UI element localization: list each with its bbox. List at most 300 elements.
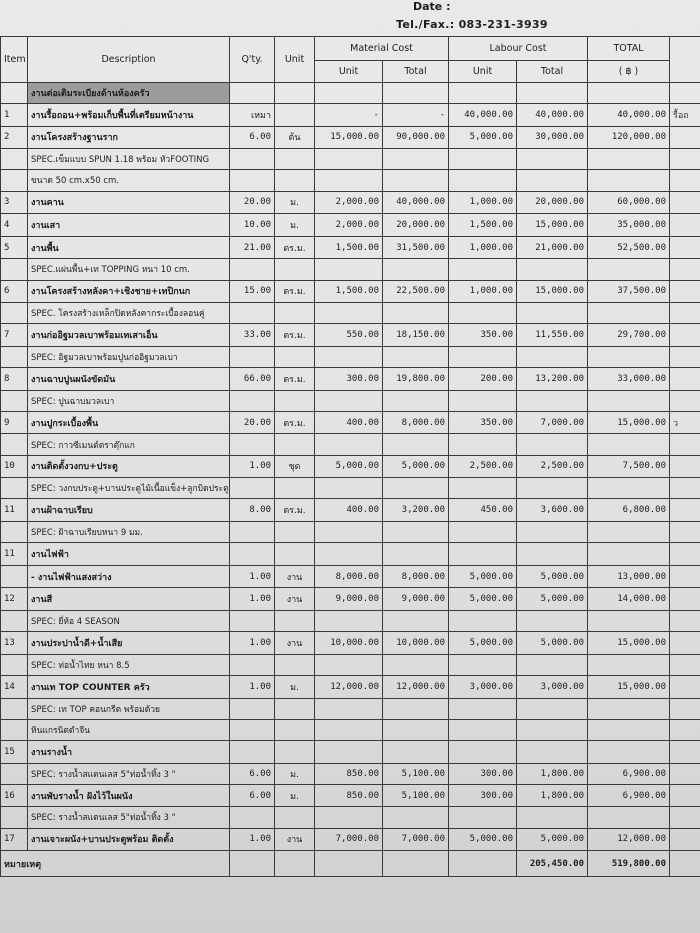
row-material-total: 3,200.00 bbox=[383, 499, 449, 522]
row-item-number: 10 bbox=[1, 455, 28, 478]
row-unit bbox=[275, 698, 315, 719]
row-total: 120,000.00 bbox=[588, 126, 670, 149]
row-unit bbox=[275, 303, 315, 324]
row-unit: ม. bbox=[275, 191, 315, 214]
row-labour-total: 5,000.00 bbox=[517, 565, 588, 588]
row-material-total bbox=[383, 434, 449, 455]
item-row bbox=[1, 236, 700, 259]
row-side-note bbox=[670, 719, 700, 740]
row-labour-total bbox=[517, 149, 588, 170]
row-material-unit: 400.00 bbox=[315, 411, 383, 434]
row-total: 7,500.00 bbox=[588, 455, 670, 478]
row-unit: ตร.ม. bbox=[275, 236, 315, 259]
row-material-total bbox=[383, 259, 449, 280]
row-qty bbox=[230, 807, 275, 828]
item-row bbox=[1, 324, 700, 347]
row-labour-total bbox=[517, 611, 588, 632]
row-qty: เหมา bbox=[230, 104, 275, 127]
row-description: งานเจาะผนัง+บานประตูพร้อม ติดตั้ง bbox=[28, 828, 230, 851]
row-material-unit bbox=[315, 434, 383, 455]
row-labour-total bbox=[517, 390, 588, 411]
row-material-unit bbox=[315, 719, 383, 740]
item-row bbox=[1, 368, 700, 391]
row-qty: 1.00 bbox=[230, 828, 275, 851]
row-description: งานเท TOP COUNTER ครัว bbox=[28, 675, 230, 698]
row-material-unit bbox=[315, 611, 383, 632]
item-row bbox=[1, 455, 700, 478]
row-item-number: 4 bbox=[1, 214, 28, 237]
row-labour-total: 1,800.00 bbox=[517, 763, 588, 784]
row-material-unit bbox=[315, 390, 383, 411]
row-item-number bbox=[1, 83, 28, 104]
row-unit bbox=[275, 719, 315, 740]
row-item-number: 12 bbox=[1, 588, 28, 611]
col-labour-total: Total bbox=[517, 61, 588, 83]
row-description: SPEC. โครงสร้างเหล็กปิดหลังคากระเบื้องลอนคู่ bbox=[28, 303, 230, 324]
row-qty: 66.00 bbox=[230, 368, 275, 391]
row-side-note bbox=[670, 455, 700, 478]
row-unit: งาน bbox=[275, 565, 315, 588]
row-qty bbox=[230, 543, 275, 566]
row-item-number bbox=[1, 390, 28, 411]
row-material-unit bbox=[315, 346, 383, 367]
row-total bbox=[588, 543, 670, 566]
col-material-total: Total bbox=[383, 61, 449, 83]
row-description: SPEC: กาวซีเมนต์ตราตุ๊กแก bbox=[28, 434, 230, 455]
row-unit bbox=[275, 259, 315, 280]
row-item-number bbox=[1, 149, 28, 170]
row-item-number bbox=[1, 654, 28, 675]
row-qty: 1.00 bbox=[230, 455, 275, 478]
row-total: 37,500.00 bbox=[588, 280, 670, 303]
row-material-total bbox=[383, 390, 449, 411]
row-total: 13,000.00 bbox=[588, 565, 670, 588]
row-description: งานรางน้ำ bbox=[28, 740, 230, 763]
remark-label: หมายเหตุ bbox=[1, 851, 230, 877]
row-labour-unit: 350.00 bbox=[449, 411, 517, 434]
row-qty: 20.00 bbox=[230, 191, 275, 214]
item-row bbox=[1, 565, 700, 588]
spec-row bbox=[1, 522, 700, 543]
row-description: SPEC: ฝ้าฉาบเรียบหนา 9 มม. bbox=[28, 522, 230, 543]
row-material-unit bbox=[315, 259, 383, 280]
row-side-note bbox=[670, 522, 700, 543]
row-side-note bbox=[670, 675, 700, 698]
spec-row bbox=[1, 259, 700, 280]
row-side-note bbox=[670, 191, 700, 214]
row-material-total: 7,000.00 bbox=[383, 828, 449, 851]
row-item-number bbox=[1, 259, 28, 280]
col-extra bbox=[670, 37, 700, 83]
row-material-total bbox=[383, 611, 449, 632]
spec-row bbox=[1, 807, 700, 828]
row-total bbox=[588, 259, 670, 280]
row-item-number bbox=[1, 763, 28, 784]
row-total: 15,000.00 bbox=[588, 411, 670, 434]
row-description: งานโครงสร้างฐานราก bbox=[28, 126, 230, 149]
row-total: 12,000.00 bbox=[588, 828, 670, 851]
row-qty bbox=[230, 434, 275, 455]
row-item-number: 14 bbox=[1, 675, 28, 698]
col-labour-unit: Unit bbox=[449, 61, 517, 83]
row-total: 29,700.00 bbox=[588, 324, 670, 347]
row-labour-unit: 200.00 bbox=[449, 368, 517, 391]
row-description: SPEC: รางน้ำสแตนเลส 5"ท่อน้ำทิ้ง 3 " bbox=[28, 807, 230, 828]
row-material-total: 5,100.00 bbox=[383, 784, 449, 807]
row-material-unit: 1,500.00 bbox=[315, 280, 383, 303]
row-side-note bbox=[670, 828, 700, 851]
row-item-number: 16 bbox=[1, 784, 28, 807]
row-total bbox=[588, 83, 670, 104]
row-material-total: 18,150.00 bbox=[383, 324, 449, 347]
row-material-unit: 2,000.00 bbox=[315, 214, 383, 237]
row-description: SPEC: อิฐมวลเบาพร้อมปูนก่ออิฐมวลเบา bbox=[28, 346, 230, 367]
quotation-rows bbox=[1, 83, 700, 851]
row-labour-unit bbox=[449, 543, 517, 566]
row-material-total bbox=[383, 698, 449, 719]
row-labour-unit: 5,000.00 bbox=[449, 632, 517, 655]
row-material-unit bbox=[315, 740, 383, 763]
row-description: หินแกรนิตดำจีน bbox=[28, 719, 230, 740]
row-labour-unit bbox=[449, 740, 517, 763]
row-labour-unit bbox=[449, 698, 517, 719]
row-description: SPEC: เท TOP คอนกรีต พร้อมด้วย bbox=[28, 698, 230, 719]
row-unit bbox=[275, 740, 315, 763]
row-side-note: รื้อถ bbox=[670, 104, 700, 127]
row-labour-unit: 300.00 bbox=[449, 763, 517, 784]
row-material-total: 9,000.00 bbox=[383, 588, 449, 611]
item-row bbox=[1, 828, 700, 851]
row-labour-unit: 2,500.00 bbox=[449, 455, 517, 478]
labour-grand-total: 205,450.00 bbox=[517, 851, 588, 877]
row-side-note bbox=[670, 654, 700, 675]
row-material-unit: 12,000.00 bbox=[315, 675, 383, 698]
col-qty: Q'ty. bbox=[230, 37, 275, 83]
row-labour-unit bbox=[449, 303, 517, 324]
row-side-note bbox=[670, 543, 700, 566]
row-material-unit: 9,000.00 bbox=[315, 588, 383, 611]
row-side-note bbox=[670, 807, 700, 828]
row-material-total: 20,000.00 bbox=[383, 214, 449, 237]
row-total: 15,000.00 bbox=[588, 632, 670, 655]
row-total: 6,800.00 bbox=[588, 499, 670, 522]
row-item-number bbox=[1, 807, 28, 828]
row-labour-unit bbox=[449, 83, 517, 104]
item-row bbox=[1, 411, 700, 434]
row-unit: งาน bbox=[275, 828, 315, 851]
row-item-number bbox=[1, 170, 28, 191]
row-labour-total bbox=[517, 434, 588, 455]
row-labour-total bbox=[517, 522, 588, 543]
row-labour-unit bbox=[449, 807, 517, 828]
row-item-number: 8 bbox=[1, 368, 28, 391]
row-material-total bbox=[383, 149, 449, 170]
row-qty: 1.00 bbox=[230, 565, 275, 588]
row-item-number bbox=[1, 565, 28, 588]
row-labour-total bbox=[517, 698, 588, 719]
spec-row bbox=[1, 434, 700, 455]
row-qty: 10.00 bbox=[230, 214, 275, 237]
row-total bbox=[588, 303, 670, 324]
row-item-number: 9 bbox=[1, 411, 28, 434]
row-item-number bbox=[1, 478, 28, 499]
row-labour-total: 5,000.00 bbox=[517, 828, 588, 851]
spec-row bbox=[1, 303, 700, 324]
row-description: งานก่ออิฐมวลเบาพร้อมเทเสาเอ็น bbox=[28, 324, 230, 347]
row-description: งานคาน bbox=[28, 191, 230, 214]
row-unit: ชุด bbox=[275, 455, 315, 478]
row-description: งานพื้น bbox=[28, 236, 230, 259]
row-item-number: 7 bbox=[1, 324, 28, 347]
row-labour-total: 20,000.00 bbox=[517, 191, 588, 214]
col-total: TOTAL bbox=[588, 37, 670, 61]
col-unit: Unit bbox=[275, 37, 315, 83]
row-labour-unit: 350.00 bbox=[449, 324, 517, 347]
row-side-note bbox=[670, 784, 700, 807]
row-description: SPEC.เข็มแบบ SPUN 1.18 พร้อม หัวFOOTING bbox=[28, 149, 230, 170]
row-side-note bbox=[670, 434, 700, 455]
item-row bbox=[1, 280, 700, 303]
row-item-number: 2 bbox=[1, 126, 28, 149]
row-total: 35,000.00 bbox=[588, 214, 670, 237]
row-description: งานฉาบปูนผนังขัดมัน bbox=[28, 368, 230, 391]
quotation-table bbox=[0, 36, 700, 877]
row-material-total bbox=[383, 346, 449, 367]
row-material-total: 90,000.00 bbox=[383, 126, 449, 149]
row-unit: ตร.ม. bbox=[275, 499, 315, 522]
row-qty bbox=[230, 346, 275, 367]
row-qty: 6.00 bbox=[230, 763, 275, 784]
row-labour-total: 13,200.00 bbox=[517, 368, 588, 391]
row-total bbox=[588, 719, 670, 740]
row-labour-total bbox=[517, 259, 588, 280]
row-total: 6,900.00 bbox=[588, 784, 670, 807]
row-material-total bbox=[383, 807, 449, 828]
row-unit: ม. bbox=[275, 214, 315, 237]
row-side-note bbox=[670, 149, 700, 170]
row-material-unit: 10,000.00 bbox=[315, 632, 383, 655]
row-side-note bbox=[670, 214, 700, 237]
row-labour-unit: 5,000.00 bbox=[449, 588, 517, 611]
row-labour-total: 40,000.00 bbox=[517, 104, 588, 127]
row-side-note bbox=[670, 170, 700, 191]
row-material-unit bbox=[315, 522, 383, 543]
row-material-unit bbox=[315, 654, 383, 675]
row-qty bbox=[230, 390, 275, 411]
row-qty: 8.00 bbox=[230, 499, 275, 522]
row-side-note bbox=[670, 763, 700, 784]
col-material-cost: Material Cost bbox=[315, 37, 449, 61]
row-description: SPEC: วงกบประตู+บานประตูไม้เนื้อแข็ง+ลูกบิดประตู bbox=[28, 478, 230, 499]
row-material-unit bbox=[315, 478, 383, 499]
row-labour-total bbox=[517, 346, 588, 367]
row-labour-unit bbox=[449, 390, 517, 411]
row-labour-total: 3,000.00 bbox=[517, 675, 588, 698]
row-labour-total: 15,000.00 bbox=[517, 280, 588, 303]
row-side-note bbox=[670, 346, 700, 367]
row-labour-unit: 5,000.00 bbox=[449, 828, 517, 851]
row-material-unit: 850.00 bbox=[315, 763, 383, 784]
row-total bbox=[588, 740, 670, 763]
row-side-note bbox=[670, 83, 700, 104]
row-qty bbox=[230, 83, 275, 104]
row-labour-unit bbox=[449, 434, 517, 455]
row-labour-unit bbox=[449, 478, 517, 499]
row-total: 14,000.00 bbox=[588, 588, 670, 611]
row-material-total: 40,000.00 bbox=[383, 191, 449, 214]
row-side-note bbox=[670, 698, 700, 719]
row-labour-unit bbox=[449, 346, 517, 367]
row-material-total bbox=[383, 522, 449, 543]
row-labour-unit bbox=[449, 170, 517, 191]
tel-fax-label: Tel./Fax.: 083-231-3939 bbox=[396, 18, 548, 31]
row-qty: 1.00 bbox=[230, 632, 275, 655]
spec-row bbox=[1, 170, 700, 191]
row-item-number: 13 bbox=[1, 632, 28, 655]
row-unit bbox=[275, 478, 315, 499]
date-label: Date : bbox=[413, 0, 451, 13]
row-unit: ตร.ม. bbox=[275, 411, 315, 434]
item-row bbox=[1, 784, 700, 807]
row-side-note bbox=[670, 611, 700, 632]
row-material-unit bbox=[315, 83, 383, 104]
row-labour-total bbox=[517, 303, 588, 324]
row-labour-total: 30,000.00 bbox=[517, 126, 588, 149]
grand-total: 519,800.00 bbox=[588, 851, 670, 877]
row-labour-unit bbox=[449, 149, 517, 170]
row-side-note bbox=[670, 324, 700, 347]
row-material-unit: 5,000.00 bbox=[315, 455, 383, 478]
row-material-unit: 1,500.00 bbox=[315, 236, 383, 259]
row-material-total: 12,000.00 bbox=[383, 675, 449, 698]
spec-row bbox=[1, 346, 700, 367]
row-total bbox=[588, 522, 670, 543]
row-labour-unit: 5,000.00 bbox=[449, 126, 517, 149]
spec-row bbox=[1, 149, 700, 170]
row-description: งานติดตั้งวงกบ+ประตู bbox=[28, 455, 230, 478]
spec-row bbox=[1, 719, 700, 740]
row-unit: ต้น bbox=[275, 126, 315, 149]
row-description: งานต่อเติมระเบียงด้านห้องครัว bbox=[28, 83, 230, 104]
row-side-note bbox=[670, 303, 700, 324]
item-row bbox=[1, 104, 700, 127]
section-row bbox=[1, 83, 700, 104]
row-material-unit bbox=[315, 170, 383, 191]
row-material-total: 8,000.00 bbox=[383, 411, 449, 434]
row-item-number: 6 bbox=[1, 280, 28, 303]
row-qty: 33.00 bbox=[230, 324, 275, 347]
spec-row bbox=[1, 698, 700, 719]
row-total bbox=[588, 698, 670, 719]
row-unit bbox=[275, 104, 315, 127]
row-unit bbox=[275, 522, 315, 543]
row-material-unit: 8,000.00 bbox=[315, 565, 383, 588]
item-row bbox=[1, 632, 700, 655]
row-labour-total bbox=[517, 478, 588, 499]
item-row bbox=[1, 740, 700, 763]
row-labour-total: 21,000.00 bbox=[517, 236, 588, 259]
row-material-unit bbox=[315, 698, 383, 719]
item-row bbox=[1, 191, 700, 214]
row-material-total: 19,800.00 bbox=[383, 368, 449, 391]
row-labour-unit: 40,000.00 bbox=[449, 104, 517, 127]
row-labour-unit: 450.00 bbox=[449, 499, 517, 522]
row-description: งานเสา bbox=[28, 214, 230, 237]
col-labour-cost: Labour Cost bbox=[449, 37, 588, 61]
row-total bbox=[588, 807, 670, 828]
row-unit: ม. bbox=[275, 675, 315, 698]
row-total bbox=[588, 390, 670, 411]
row-qty bbox=[230, 259, 275, 280]
row-labour-total: 5,000.00 bbox=[517, 588, 588, 611]
row-total bbox=[588, 478, 670, 499]
spec-row bbox=[1, 654, 700, 675]
row-labour-total: 15,000.00 bbox=[517, 214, 588, 237]
row-side-note bbox=[670, 259, 700, 280]
row-labour-unit: 1,500.00 bbox=[449, 214, 517, 237]
row-unit: ตร.ม. bbox=[275, 324, 315, 347]
row-item-number: 1 bbox=[1, 104, 28, 127]
row-side-note bbox=[670, 565, 700, 588]
row-material-unit: 2,000.00 bbox=[315, 191, 383, 214]
row-total: 40,000.00 bbox=[588, 104, 670, 127]
row-labour-unit bbox=[449, 654, 517, 675]
row-description: งานพับรางน้ำ ฝังไว้ในผนัง bbox=[28, 784, 230, 807]
row-description: งานไฟฟ้า bbox=[28, 543, 230, 566]
row-total: 33,000.00 bbox=[588, 368, 670, 391]
row-side-note bbox=[670, 236, 700, 259]
row-material-total: 22,500.00 bbox=[383, 280, 449, 303]
row-unit: ม. bbox=[275, 784, 315, 807]
spec-row bbox=[1, 478, 700, 499]
row-total: 15,000.00 bbox=[588, 675, 670, 698]
row-material-total: - bbox=[383, 104, 449, 127]
row-labour-unit bbox=[449, 719, 517, 740]
row-unit: งาน bbox=[275, 588, 315, 611]
row-item-number bbox=[1, 719, 28, 740]
row-description: SPEC: ยี่ห้อ 4 SEASON bbox=[28, 611, 230, 632]
row-qty bbox=[230, 170, 275, 191]
row-material-total bbox=[383, 654, 449, 675]
row-unit bbox=[275, 390, 315, 411]
row-labour-total bbox=[517, 654, 588, 675]
row-description: SPEC.แผ่นพื้น+เท TOPPING หนา 10 cm. bbox=[28, 259, 230, 280]
row-material-total: 5,000.00 bbox=[383, 455, 449, 478]
row-labour-unit bbox=[449, 611, 517, 632]
row-labour-unit bbox=[449, 522, 517, 543]
row-unit bbox=[275, 611, 315, 632]
item-row bbox=[1, 675, 700, 698]
row-item-number: 3 bbox=[1, 191, 28, 214]
row-labour-total: 2,500.00 bbox=[517, 455, 588, 478]
row-qty: 15.00 bbox=[230, 280, 275, 303]
row-item-number: 11 bbox=[1, 543, 28, 566]
row-material-unit: 300.00 bbox=[315, 368, 383, 391]
row-description: งานประปาน้ำดี+น้ำเสีย bbox=[28, 632, 230, 655]
item-row bbox=[1, 588, 700, 611]
row-labour-unit: 300.00 bbox=[449, 784, 517, 807]
row-item-number: 5 bbox=[1, 236, 28, 259]
row-labour-total bbox=[517, 170, 588, 191]
row-material-unit: 400.00 bbox=[315, 499, 383, 522]
row-qty bbox=[230, 698, 275, 719]
row-side-note bbox=[670, 588, 700, 611]
row-description: งานฝ้าฉาบเรียบ bbox=[28, 499, 230, 522]
row-unit bbox=[275, 346, 315, 367]
row-qty: 20.00 bbox=[230, 411, 275, 434]
row-qty bbox=[230, 611, 275, 632]
col-description: Description bbox=[28, 37, 230, 83]
